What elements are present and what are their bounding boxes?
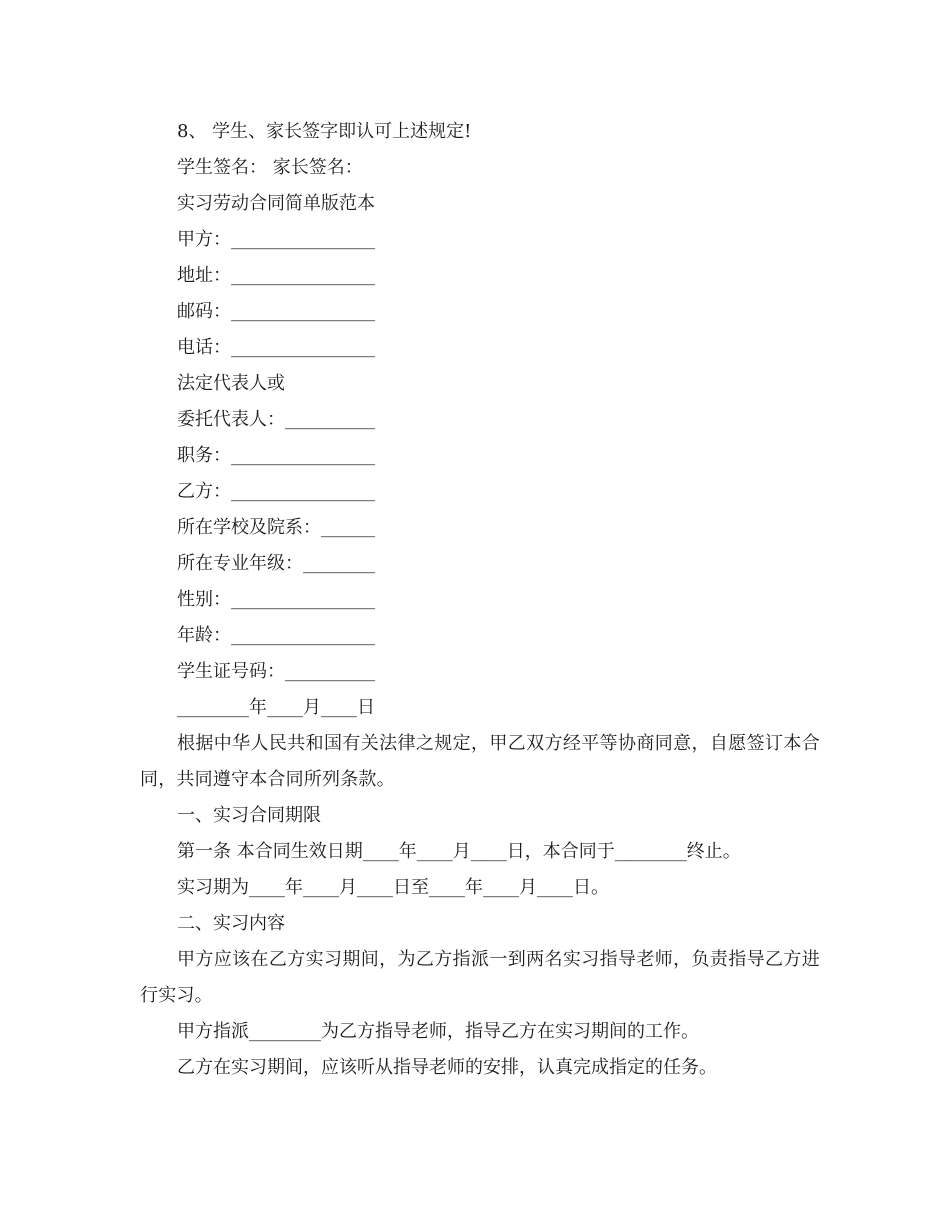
document-body	[140, 114, 820, 1086]
legal-representative-label: 法定代表人或	[177, 373, 285, 394]
school-department-field: 所在学校及院系：______	[177, 517, 375, 538]
section-2-heading: 二、实习内容	[177, 913, 285, 934]
address-field: 地址：________________	[177, 265, 375, 286]
rule-8-signature-consent: 8、 学生、家长签字即认可上述规定!	[177, 121, 472, 142]
signature-line: 学生签名： 家长签名：	[177, 157, 363, 178]
gender-field: 性别：________________	[177, 589, 375, 610]
postcode-field: 邮码：________________	[177, 301, 375, 322]
obedience-clause: 乙方在实习期间，应该听从指导老师的安排，认真完成指定的任务。	[177, 1057, 717, 1078]
party-b-field: 乙方：________________	[177, 481, 375, 502]
section-1-heading: 一、实习合同期限	[177, 805, 321, 826]
article-1: 第一条 本合同生效日期____年____月____日，本合同于________终止。	[177, 841, 741, 862]
mentor-paragraph: 甲方应该在乙方实习期间，为乙方指派一到两名实习指导老师，负责指导乙方进行实习。	[140, 949, 820, 1006]
phone-field: 电话：________________	[177, 337, 375, 358]
entrusted-representative-field: 委托代表人：__________	[177, 409, 375, 430]
age-field: 年龄：________________	[177, 625, 375, 646]
party-a-field: 甲方：________________	[177, 229, 375, 250]
position-field: 职务：________________	[177, 445, 375, 466]
intro-paragraph: 根据中华人民共和国有关法律之规定，甲乙双方经平等协商同意，自愿签订本合同，共同遵守本合同所列条款。	[140, 733, 820, 790]
mentor-assignment: 甲方指派________为乙方指导老师，指导乙方在实习期间的工作。	[177, 1021, 699, 1042]
internship-period: 实习期为____年____月____日至____年____月____日。	[177, 877, 609, 898]
major-grade-field: 所在专业年级：________	[177, 553, 375, 574]
document-title: 实习劳动合同简单版范本	[177, 193, 375, 214]
student-id-field: 学生证号码：__________	[177, 661, 375, 682]
date-field: ________年____月____日	[177, 697, 375, 718]
